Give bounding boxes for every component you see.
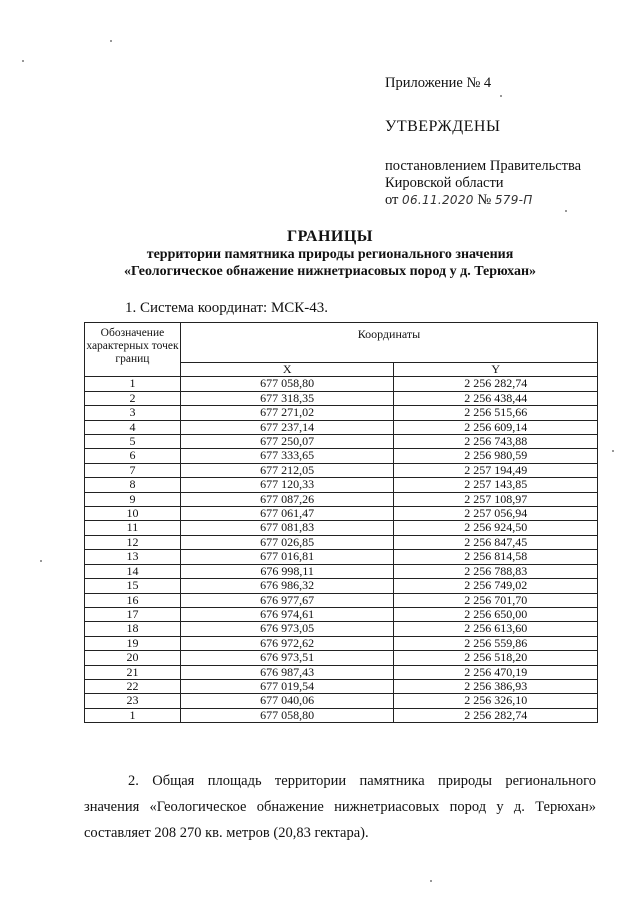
x-cell: 677 040,06 — [180, 694, 394, 708]
decree-date: 06.11.2020 — [402, 193, 474, 207]
y-cell: 2 257 194,49 — [394, 463, 598, 477]
point-cell: 20 — [85, 651, 181, 665]
table-row — [85, 492, 598, 506]
table-row — [85, 550, 598, 564]
point-cell: 4 — [85, 420, 181, 434]
table-row — [85, 478, 598, 492]
y-cell: 2 256 743,88 — [394, 435, 598, 449]
table-row — [85, 665, 598, 679]
y-cell: 2 256 749,02 — [394, 579, 598, 593]
x-cell: 677 081,83 — [180, 521, 394, 535]
point-cell: 8 — [85, 478, 181, 492]
point-cell: 22 — [85, 679, 181, 693]
x-cell: 677 087,26 — [180, 492, 394, 506]
date-prefix: от — [385, 192, 399, 208]
table-row — [85, 463, 598, 477]
x-cell: 676 974,61 — [180, 607, 394, 621]
x-cell: 677 212,05 — [180, 463, 394, 477]
point-cell: 14 — [85, 564, 181, 578]
scan-speck — [612, 450, 614, 452]
y-cell: 2 256 613,60 — [394, 622, 598, 636]
x-cell: 676 973,51 — [180, 651, 394, 665]
point-cell: 19 — [85, 636, 181, 650]
x-cell: 677 061,47 — [180, 507, 394, 521]
table-row — [85, 435, 598, 449]
x-cell: 677 271,02 — [180, 406, 394, 420]
scan-speck — [22, 60, 24, 62]
scan-speck — [40, 560, 42, 562]
area-text: 2. Общая площадь территории памятника природы регионального значения «Геологическое обнажение нижнетриасовых пород у д. Терюхан» составляет 208 270 кв. метров (20,83 гектара). — [84, 773, 596, 841]
x-cell: 677 120,33 — [180, 478, 394, 492]
x-cell: 676 972,62 — [180, 636, 394, 650]
y-cell: 2 256 650,00 — [394, 607, 598, 621]
x-cell: 677 237,14 — [180, 420, 394, 434]
decree-number: 579-П — [494, 193, 533, 207]
point-cell: 15 — [85, 579, 181, 593]
x-cell: 676 986,32 — [180, 579, 394, 593]
x-cell: 677 333,65 — [180, 449, 394, 463]
decree-line-2: Кировской области — [385, 175, 504, 191]
table-row — [85, 391, 598, 405]
y-cell: 2 256 438,44 — [394, 391, 598, 405]
approved-label: УТВЕРЖДЕНЫ — [385, 118, 501, 135]
document-title: ГРАНИЦЫ — [286, 228, 373, 245]
x-cell: 676 973,05 — [180, 622, 394, 636]
y-cell: 2 256 282,74 — [394, 377, 598, 391]
table-row — [85, 622, 598, 636]
table-row — [85, 694, 598, 708]
y-cell: 2 256 470,19 — [394, 665, 598, 679]
header-coordinates: Координаты — [180, 323, 597, 363]
point-cell: 2 — [85, 391, 181, 405]
title-block — [60, 228, 600, 280]
table-row — [85, 564, 598, 578]
x-cell: 677 250,07 — [180, 435, 394, 449]
point-cell: 18 — [85, 622, 181, 636]
point-cell: 12 — [85, 535, 181, 549]
decree-date-line — [385, 192, 625, 209]
x-cell: 676 987,43 — [180, 665, 394, 679]
scan-speck — [430, 880, 432, 882]
point-cell: 10 — [85, 507, 181, 521]
x-cell: 677 058,80 — [180, 708, 394, 722]
y-cell: 2 256 515,66 — [394, 406, 598, 420]
document-subtitle-1: территории памятника природы регионального значения — [146, 247, 514, 262]
x-cell: 677 019,54 — [180, 679, 394, 693]
table-row — [85, 377, 598, 391]
point-cell: 17 — [85, 607, 181, 621]
y-cell: 2 257 143,85 — [394, 478, 598, 492]
point-cell: 6 — [85, 449, 181, 463]
y-cell: 2 256 924,50 — [394, 521, 598, 535]
point-cell: 9 — [85, 492, 181, 506]
y-cell: 2 256 282,74 — [394, 708, 598, 722]
y-cell: 2 256 788,83 — [394, 564, 598, 578]
table-row — [85, 579, 598, 593]
scan-speck — [565, 210, 567, 212]
area-paragraph — [84, 768, 596, 846]
scan-speck — [110, 40, 112, 42]
point-cell: 21 — [85, 665, 181, 679]
y-cell: 2 257 108,97 — [394, 492, 598, 506]
y-cell: 2 256 386,93 — [394, 679, 598, 693]
y-cell: 2 256 609,14 — [394, 420, 598, 434]
y-cell: 2 257 056,94 — [394, 507, 598, 521]
header-point: Обозначение характерных точек границ — [85, 323, 181, 377]
point-cell: 3 — [85, 406, 181, 420]
y-cell: 2 256 814,58 — [394, 550, 598, 564]
point-cell: 13 — [85, 550, 181, 564]
table-row — [85, 679, 598, 693]
number-prefix: № — [477, 192, 492, 208]
y-cell: 2 256 847,45 — [394, 535, 598, 549]
x-cell: 676 998,11 — [180, 564, 394, 578]
header-y: Y — [394, 363, 598, 377]
y-cell: 2 256 518,20 — [394, 651, 598, 665]
coordinate-system-text: 1. Система координат: МСК-43. — [125, 300, 329, 316]
point-cell: 1 — [85, 708, 181, 722]
table-row — [85, 507, 598, 521]
x-cell: 677 058,80 — [180, 377, 394, 391]
point-cell: 16 — [85, 593, 181, 607]
table-row — [85, 607, 598, 621]
point-cell: 23 — [85, 694, 181, 708]
y-cell: 2 256 326,10 — [394, 694, 598, 708]
y-cell: 2 256 701,70 — [394, 593, 598, 607]
table-row — [85, 521, 598, 535]
point-cell: 1 — [85, 377, 181, 391]
table-row — [85, 406, 598, 420]
x-cell: 677 016,81 — [180, 550, 394, 564]
scan-speck — [500, 95, 502, 97]
table-row — [85, 420, 598, 434]
table-row — [85, 651, 598, 665]
x-cell: 677 026,85 — [180, 535, 394, 549]
decree-line-1: постановлением Правительства — [385, 158, 582, 174]
coordinates-table — [84, 322, 598, 723]
table-row — [85, 593, 598, 607]
table-body — [85, 377, 598, 723]
table-row — [85, 449, 598, 463]
point-cell: 11 — [85, 521, 181, 535]
y-cell: 2 256 559,86 — [394, 636, 598, 650]
x-cell: 676 977,67 — [180, 593, 394, 607]
table-row — [85, 636, 598, 650]
header-x: X — [180, 363, 394, 377]
point-cell: 7 — [85, 463, 181, 477]
table-row — [85, 535, 598, 549]
header-block — [385, 74, 625, 209]
table-row — [85, 708, 598, 722]
annex-label: Приложение № 4 — [385, 75, 492, 91]
x-cell: 677 318,35 — [180, 391, 394, 405]
document-subtitle-2: «Геологическое обнажение нижнетриасовых пород у д. Терюхан» — [123, 264, 537, 279]
y-cell: 2 256 980,59 — [394, 449, 598, 463]
point-cell: 5 — [85, 435, 181, 449]
